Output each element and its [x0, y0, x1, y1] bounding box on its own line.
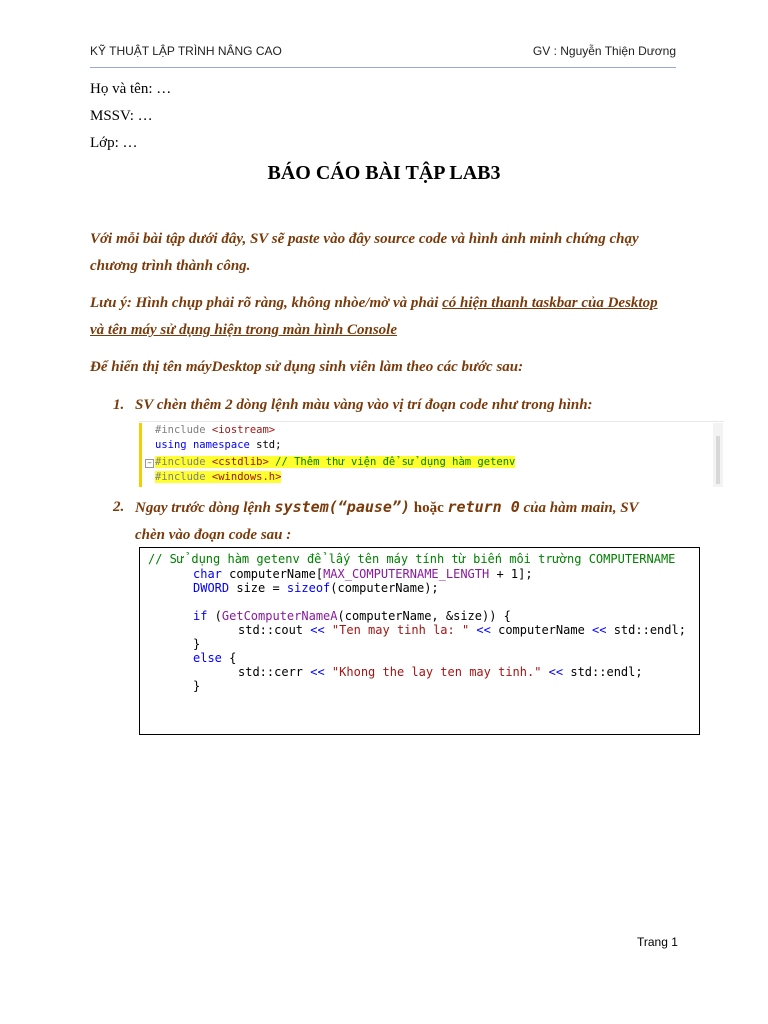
scrollbar-thumb	[716, 436, 720, 484]
code-line-9: }	[193, 679, 201, 693]
code-return-0: return 0	[447, 498, 520, 516]
step-2-text: Ngay trước dòng lệnh system(“pause”) hoặc return 0 của hàm main, SV chèn vào đoạn code sau :	[135, 494, 680, 549]
step-2-number: 2.	[113, 499, 125, 515]
note-underlined-1: có hiện thanh taskbar của Desktop	[442, 295, 658, 311]
snippet-line-1: #include <iostream>	[155, 424, 276, 436]
step-1-number: 1.	[113, 397, 125, 413]
step-1-text: SV chèn thêm 2 dòng lệnh màu vàng vào vị trí đoạn code như trong hình:	[135, 397, 593, 413]
page-number: Trang 1	[637, 935, 678, 949]
note-paragraph	[90, 290, 680, 344]
snippet-line-4: #include <windows.h>	[155, 471, 282, 483]
student-class-field: Lớp: …	[90, 135, 138, 151]
snippet-line-2: using namespace std;	[155, 439, 282, 451]
code-line-7: else {	[193, 651, 237, 665]
snippet-line-3: #include <cstdlib> // Thêm thư viện để sử dụng hàm getenv	[155, 456, 516, 468]
code-system-pause: system(“pause”)	[274, 498, 411, 516]
intro-paragraph	[90, 226, 680, 280]
step-2-line-2: chèn vào đoạn code sau :	[135, 527, 292, 543]
header-divider	[90, 67, 676, 68]
student-id-field: MSSV: …	[90, 108, 153, 124]
student-name-field: Họ và tên: …	[90, 81, 172, 97]
collapse-icon: −	[145, 459, 154, 468]
code-line-2: char computerName[MAX_COMPUTERNAME_LENGTH + 1];	[193, 567, 533, 581]
note-prefix: Lưu ý: Hình chụp phải rõ ràng, không nhòe/mờ và phải	[90, 295, 443, 311]
code-line-8: std::cerr << "Khong the lay ten may tinh." << std::endl;	[238, 665, 643, 679]
instruction-text: Để hiển thị tên máyDesktop sử dụng sinh viên làm theo các bước sau:	[90, 359, 524, 375]
code-line-5: std::cout << "Ten may tinh la: " << computerName << std::endl;	[238, 623, 686, 637]
code-line-3: DWORD size = sizeof(computerName);	[193, 581, 439, 595]
header-teacher: GV : Nguyễn Thiện Dương	[532, 44, 676, 58]
note-underlined-2: và tên máy sử dụng hiện trong màn hình Console	[90, 322, 397, 338]
code-line-1: // Sử dụng hàm getenv để lấy tên máy tính từ biến môi trường COMPUTERNAME	[148, 552, 676, 566]
code-line-4: if (GetComputerNameA(computerName, &size)) {	[193, 609, 511, 623]
report-title: BÁO CÁO BÀI TẬP LAB3	[267, 162, 501, 184]
code-box	[139, 547, 700, 735]
code-line-6: }	[193, 637, 201, 651]
change-marker-bar	[139, 423, 142, 487]
intro-line-2: chương trình thành công.	[90, 258, 251, 274]
header-course: KỸ THUẬT LẬP TRÌNH NÂNG CAO	[90, 44, 282, 58]
intro-line-1: Với mỗi bài tập dưới đây, SV sẽ paste vào đây source code và hình ảnh minh chứng chạy	[90, 231, 639, 247]
